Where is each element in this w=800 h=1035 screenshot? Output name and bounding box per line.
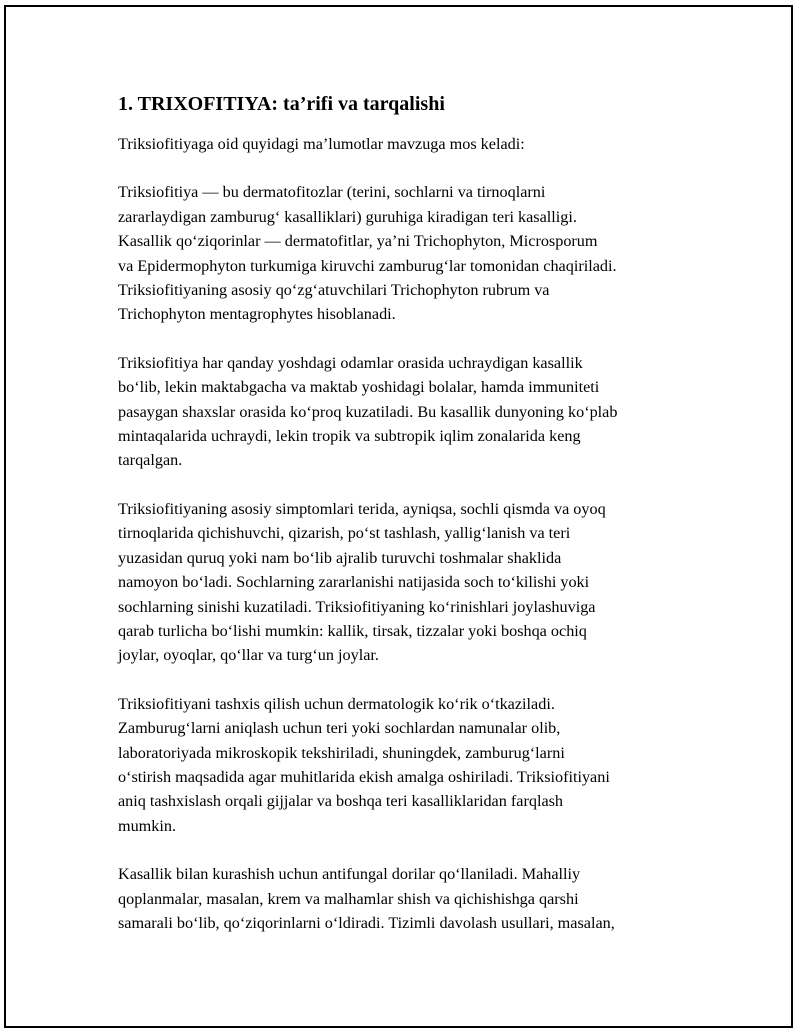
text-line: laboratoriyada mikroskopik tekshiriladi, shuningdek, zamburug‘larni <box>118 743 565 762</box>
text-line: qarab turlicha bo‘lishi mumkin: kallik, tirsak, tizzalar yoki boshqa ochiq <box>118 621 587 640</box>
text-line: qoplanmalar, masalan, krem va malhamlar shish va qichishishga qarshi <box>118 889 579 908</box>
text-line: va Epidermophyton turkumiga kiruvchi zamburug‘lar tomonidan chaqiriladi. <box>118 256 617 275</box>
text-line: Triksiofitiyaning asosiy qo‘zg‘atuvchilari Trichophyton rubrum va <box>118 281 550 300</box>
text-line: Trichophyton mentagrophytes hisoblanadi. <box>118 305 396 324</box>
text-line: bo‘lib, lekin maktabgacha va maktab yoshidagi bolalar, hamda immuniteti <box>118 378 600 397</box>
text-line: Triksiofitiya — bu dermatofitozlar (terini, sochlarni va tirnoqlarni <box>118 183 546 202</box>
text-line: mumkin. <box>118 816 177 835</box>
text-line: Triksiofitiya har qanday yoshdagi odamlar orasida uchraydigan kasallik <box>118 353 583 372</box>
text-line: mintaqalarida uchraydi, lekin tropik va subtropik iqlim zonalarida keng <box>118 427 581 446</box>
text-line: Triksiofitiyaning asosiy simptomlari terida, ayniqsa, sochli qismda va oyoq <box>118 499 606 518</box>
paragraph-symptoms <box>112 497 692 668</box>
text-line: Triksiofitiyaga oid quyidagi ma’lumotlar mavzuga mos keladi: <box>118 135 525 153</box>
document-body <box>112 90 692 959</box>
text-line: joylar, oyoqlar, qo‘llar va turg‘un joylar. <box>118 646 379 665</box>
text-line: tirnoqlarida qichishuvchi, qizarish, po‘st tashlash, yallig‘lanish va teri <box>118 524 571 543</box>
text-line: Kasallik qo‘ziqorinlar — dermatofitlar, ya’ni Trichophyton, Microsporum <box>118 232 598 251</box>
paragraph-treatment <box>112 862 692 935</box>
text-line: Zamburug‘larni aniqlash uchun teri yoki sochlardan namunalar olib, <box>118 719 561 738</box>
text-line: tarqalgan. <box>118 451 183 470</box>
paragraph-prevalence <box>112 351 692 473</box>
text-line: Triksiofitiyani tashxis qilish uchun dermatologik ko‘rik o‘tkaziladi. <box>118 694 555 713</box>
text-line: pasaygan shaxslar orasida ko‘proq kuzatiladi. Bu kasallik dunyoning ko‘plab <box>118 402 618 421</box>
text-line: samarali bo‘lib, qo‘ziqorinlarni o‘ldiradi. Tizimli davolash usullari, masalan, <box>118 913 615 932</box>
text-line: o‘stirish maqsadida agar muhitlarida ekish amalga oshiriladi. Triksiofitiyani <box>118 767 610 786</box>
paragraph-intro <box>112 132 692 156</box>
text-line: aniq tashxislash orqali gijjalar va boshqa teri kasalliklaridan farqlash <box>118 792 564 811</box>
text-line: zararlaydigan zamburug‘ kasalliklari) guruhiga kiradigan teri kasalligi. <box>118 207 577 226</box>
text-line: yuzasidan quruq yoki nam bo‘lib ajralib turuvchi toshmalar shaklida <box>118 548 562 567</box>
paragraph-definition <box>112 180 692 326</box>
text-line: namoyon bo‘ladi. Sochlarning zararlanishi natijasida soch to‘kilishi yoki <box>118 573 590 592</box>
paragraph-diagnosis <box>112 692 692 838</box>
text-line: Kasallik bilan kurashish uchun antifungal dorilar qo‘llaniladi. Mahalliy <box>118 865 581 884</box>
text-line: sochlarning sinishi kuzatiladi. Triksiofitiyaning ko‘rinishlari joylashuviga <box>118 597 596 616</box>
document-title: 1. TRIXOFITIYA: ta’rifi va tarqalishi <box>118 93 445 115</box>
